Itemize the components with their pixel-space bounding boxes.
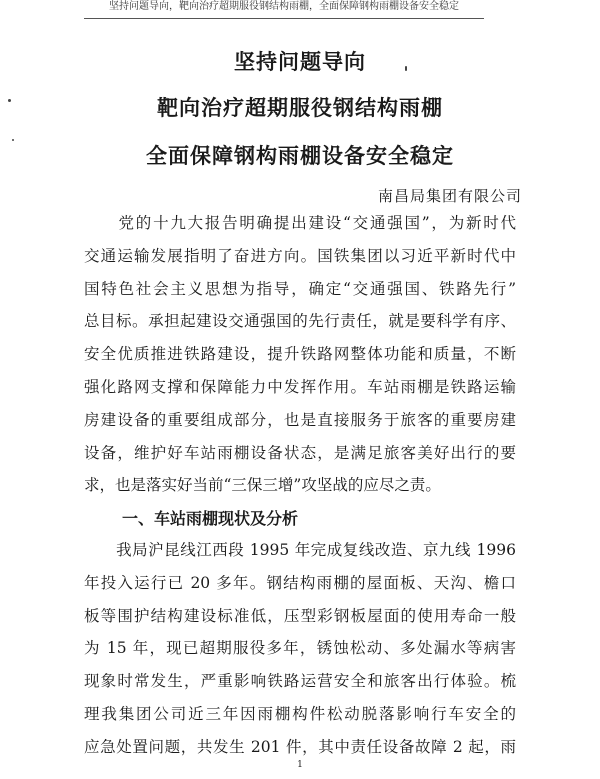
- paragraph-line: 国特色社会主义思想为指导，确定“交通强国、铁路先行”: [84, 279, 516, 298]
- scan-speck: [12, 139, 14, 141]
- status-paragraph: [84, 534, 516, 764]
- paragraph-line: 现象时常发生，严重影响铁路运营安全和旅客出行体验。梳: [84, 672, 516, 691]
- paragraph-line: 房建设备的重要组成部分，也是直接服务于旅客的重要房建: [84, 410, 516, 429]
- organization-name: 南昌局集团有限公司: [377, 187, 522, 205]
- paragraph-line: 交通运输发展指明了奋进方向。国铁集团以习近平新时代中: [84, 246, 516, 265]
- section-heading: 一、车站雨棚现状及分析: [122, 509, 299, 528]
- paragraph-line: 总目标。承担起建设交通强国的先行责任，就是要科学有序、: [84, 312, 516, 331]
- paragraph-line: 设备，维护好车站雨棚设备状态，是满足旅客美好出行的要: [84, 443, 516, 462]
- header-rule: [84, 18, 484, 19]
- paragraph-line: 求，也是落实好当前“三保三增”攻坚战的应尽之责。: [84, 476, 441, 495]
- running-header: 坚持问题导向，靶向治疗超期服役钢结构雨棚，全面保障钢构雨棚设备安全稳定: [109, 1, 459, 12]
- title-line-2: 靶向治疗超期服役钢结构雨棚: [157, 96, 443, 120]
- paragraph-line: 我局沪昆线江西段 1995 年完成复线改造、京九线 1996: [84, 541, 516, 559]
- page-number: 1: [297, 760, 303, 770]
- title-line-3: 全面保障钢构雨棚设备安全稳定: [146, 144, 454, 168]
- title-line-1: 坚持问题导向: [234, 50, 366, 74]
- paragraph-line: 安全优质推进铁路建设，提升铁路网整体功能和质量，不断: [84, 345, 516, 364]
- paragraph-line: 年投入运行已 20 多年。钢结构雨棚的屋面板、天沟、檐口: [84, 573, 516, 592]
- paragraph-line: 强化路网支撑和保障能力中发挥作用。车站雨棚是铁路运输: [84, 377, 516, 396]
- paragraph-line: 为 15 年，现已超期服役多年，锈蚀松动、多处漏水等病害: [84, 639, 516, 658]
- scan-speck: [8, 99, 11, 102]
- intro-paragraph: [84, 207, 516, 502]
- paragraph-line: 党的十九大报告明确提出建设“交通强国”，为新时代: [84, 214, 516, 232]
- paragraph-line: 应急处置问题，共发生 201 件，其中责任设备故障 2 起，雨: [84, 737, 516, 756]
- paragraph-line: 理我集团公司近三年因雨棚构件松动脱落影响行车安全的: [84, 704, 516, 723]
- paragraph-line: 板等围护结构建设标准低，压型彩钢板屋面的使用寿命一般: [84, 606, 516, 625]
- scan-speck: [405, 66, 407, 71]
